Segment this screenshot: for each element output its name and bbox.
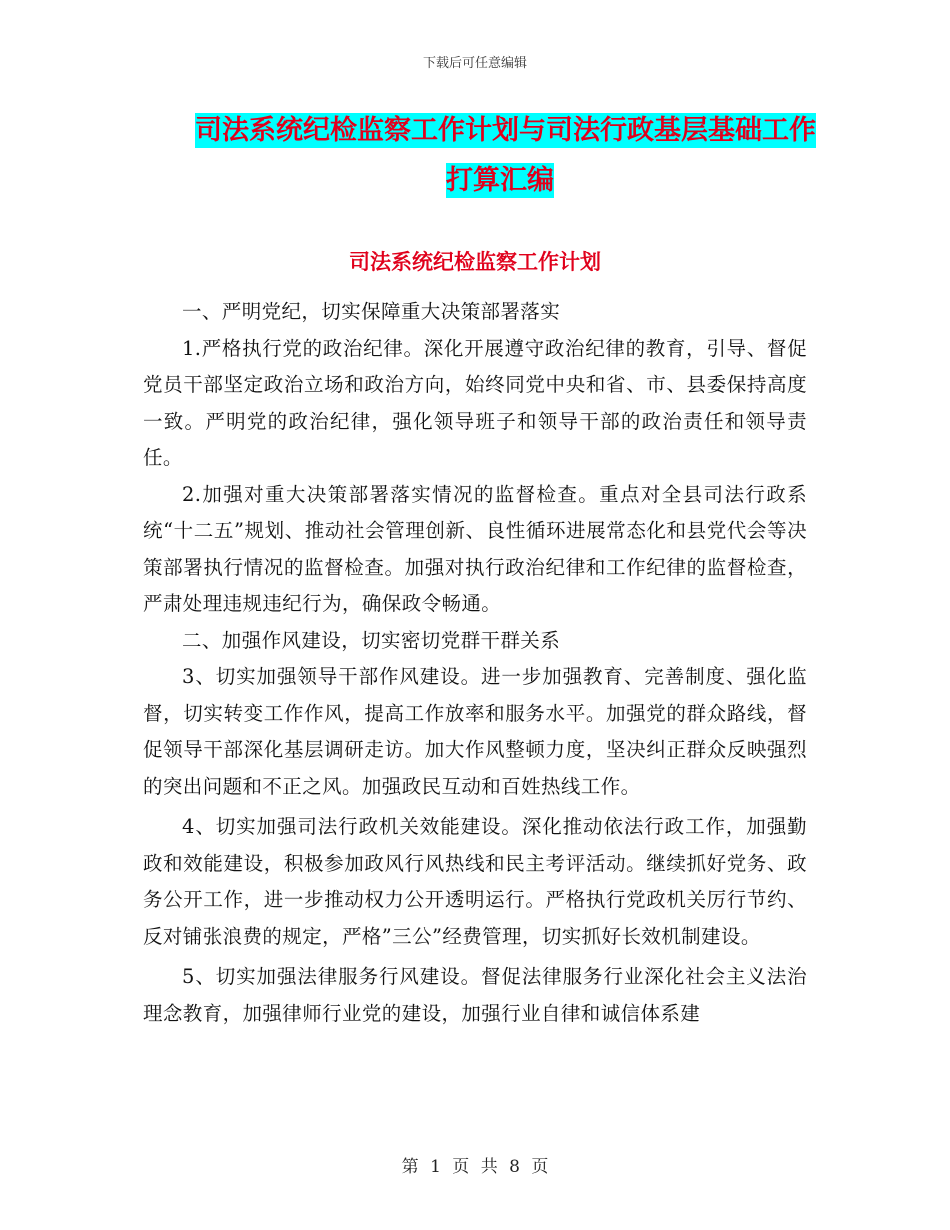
- document-title-line-2: 打算汇编: [446, 165, 554, 196]
- page-number-footer: 第 1 页 共 8 页: [401, 1157, 549, 1177]
- document-body: [143, 294, 807, 1032]
- section-heading-1: 一、严明党纪，切实保障重大决策部署落实: [182, 300, 561, 323]
- section-title: 司法系统纪检监察工作计划: [349, 250, 601, 274]
- header-note: 下载后可任意编辑: [422, 56, 527, 71]
- paragraph-3: 3、切实加强领导干部作风建设。进一步加强教育、完善制度、强化监督，切实转变工作作风，提高工作放率和服务水平。加强党的群众路线，督促领导干部深化基层调研走访。加大作风整顿力度，坚决纠正群众反映强烈的突出问题和不正之风。加强政民互动和百姓热线工作。: [143, 665, 807, 798]
- document-title: [195, 108, 816, 204]
- section-heading-2: 二、加强作风建设，切实密切党群干群关系: [182, 628, 561, 652]
- paragraph-1: 1.严格执行党的政治纪律。深化开展遵守政治纪律的教育，引导、督促党员干部坚定政治立场和政治方向，始终同党中央和省、市、县委保持高度一致。严明党的政治纪律，强化领导班子和领导干部的政治责任和领导责任。: [143, 336, 807, 469]
- document-title-line-1: 司法系统纪检监察工作计划与司法行政基层基础工作: [195, 115, 816, 146]
- paragraph-5: 5、切实加强法律服务行风建设。督促法律服务行业深化社会主义法治理念教育，加强律师行业党的建设，加强行业自律和诚信体系建: [143, 965, 807, 1025]
- paragraph-2: 2.加强对重大决策部署落实情况的监督检查。重点对全县司法行政系统“十二五”规划、推动社会管理创新、良性循环进展常态化和县党代会等决策部署执行情况的监督检查。加强对执行政治纪律和工作纪律的监督检查，严肃处理违规违纪行为，确保政令畅通。: [143, 482, 807, 615]
- paragraph-4: 4、切实加强司法行政机关效能建设。深化推动依法行政工作，加强勤政和效能建设，积极参加政风行风热线和民主考评活动。继续抓好党务、政务公开工作，进一步推动权力公开透明运行。严格执行党政机关厉行节约、反对铺张浪费的规定，严格”三公”经费管理，切实抓好长效机制建设。: [143, 815, 807, 948]
